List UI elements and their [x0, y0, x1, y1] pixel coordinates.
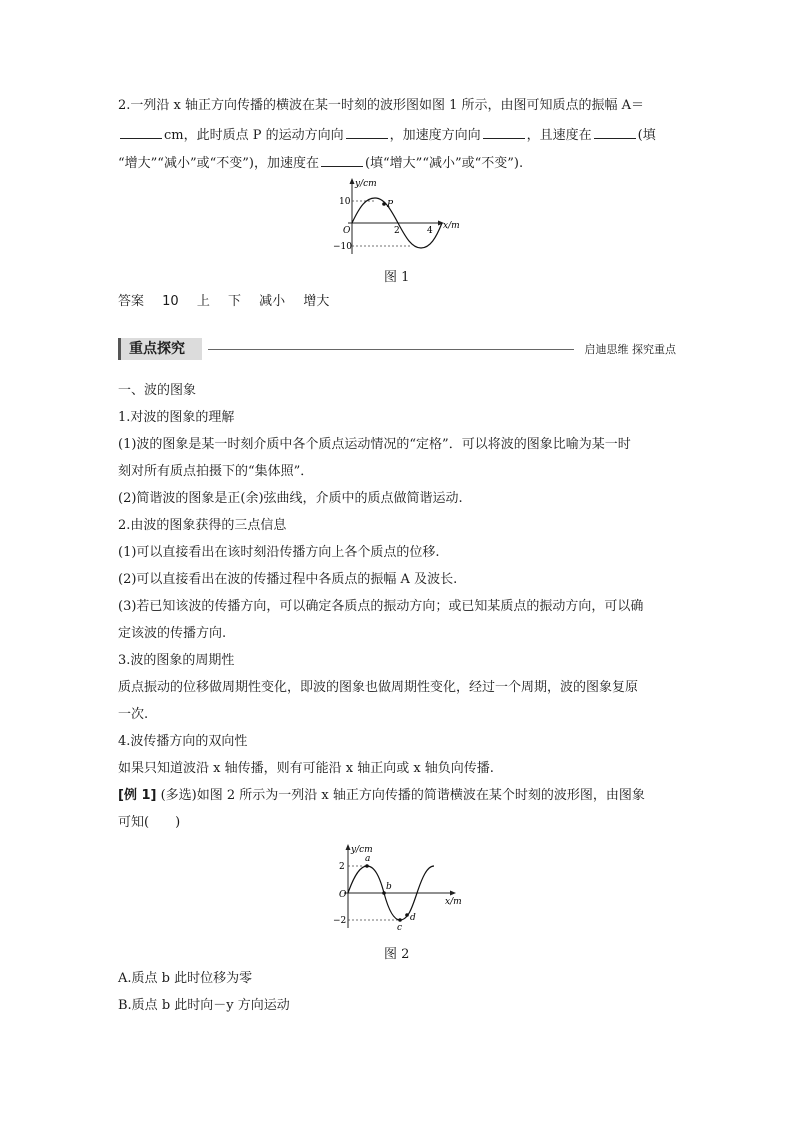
- answer-value: 上: [196, 294, 210, 309]
- subheading-3: 3.波的图象的周期性: [118, 653, 235, 668]
- subheading-4: 4.波传播方向的双向性: [118, 734, 248, 749]
- problem2-line1: 2.一列沿 x 轴正方向传播的横波在某一时刻的波形图如图 1 所示，由图可知质点的振幅 A＝: [118, 98, 645, 113]
- paragraph: 质点振动的位移做周期性变化，即波的图象也做周期性变化，经过一个周期，波的图象复原: [118, 680, 639, 695]
- paragraph: 定该波的传播方向.: [118, 626, 227, 641]
- origin-label: O: [343, 226, 351, 236]
- paragraph: 一次.: [118, 707, 149, 722]
- x-tick-4: 4: [427, 226, 433, 236]
- paragraph: (1)波的图象是某一时刻介质中各个质点运动情况的“定格”．可以将波的图象比喻为某一时: [118, 437, 631, 452]
- example-text: (多选)如图 2 所示为一列沿 x 轴正方向传播的简谐横波在某个时刻的波形图，由图象: [160, 788, 645, 803]
- answer-value: 下: [228, 294, 242, 309]
- problem2-line3: [118, 153, 523, 173]
- y-tick-top: 2: [339, 862, 345, 872]
- point-b-label: b: [386, 882, 392, 892]
- y-axis-arrow: [350, 178, 355, 184]
- point-d-label: d: [410, 913, 416, 923]
- x-axis-label: x/m: [443, 221, 460, 231]
- blank-amplitude[interactable]: [120, 125, 162, 139]
- point-d: [405, 913, 409, 917]
- section-subtitle: 启迪思维 探究重点: [584, 343, 676, 356]
- x-axis-arrow: [450, 891, 456, 896]
- point-a-label: a: [365, 854, 371, 864]
- problem2-line2: [118, 125, 656, 145]
- answer-value: 减小: [259, 294, 286, 309]
- blank-acceleration-change[interactable]: [321, 153, 363, 167]
- point-p-label: P: [387, 200, 394, 210]
- subheading-2: 2.由波的图象获得的三点信息: [118, 518, 287, 533]
- figure-2-caption: 图 2: [384, 947, 410, 962]
- option-a[interactable]: A.质点 b 此时位移为零: [118, 971, 253, 986]
- point-a: [365, 864, 369, 868]
- y-axis-label: y/cm: [351, 845, 373, 855]
- x-axis-label: x/m: [445, 897, 462, 907]
- section-header: [118, 338, 682, 360]
- x-tick-2: 2: [394, 226, 400, 236]
- text-segment: ，且速度在: [526, 128, 592, 143]
- example-label: [例 1]: [118, 788, 157, 803]
- paragraph: 可知( ): [118, 815, 181, 830]
- blank-motion-direction[interactable]: [346, 125, 388, 139]
- paragraph: (3)若已知该波的传播方向，可以确定各质点的振动方向；或已知某质点的振动方向，可以确: [118, 599, 644, 614]
- answer-value: 10: [162, 294, 179, 309]
- paragraph: 刻对所有质点拍摄下的“集体照”．: [118, 464, 314, 479]
- section-title: 重点探究: [118, 338, 202, 360]
- paragraph: (2)可以直接看出在波的传播过程中各质点的振幅 A 及波长.: [118, 572, 458, 587]
- text-segment: (填“增大”“减小”或“不变”).: [364, 156, 524, 171]
- origin-label: O: [339, 890, 347, 900]
- text-segment: (填: [637, 128, 656, 143]
- answer-value: 增大: [303, 294, 330, 309]
- y-axis-arrow: [346, 844, 351, 850]
- figure-1-wave-graph: [330, 176, 465, 258]
- blank-acceleration-direction[interactable]: [483, 125, 525, 139]
- point-c: [398, 918, 402, 922]
- paragraph: 如果只知道波沿 x 轴传播，则有可能沿 x 轴正向或 x 轴负向传播.: [118, 761, 494, 776]
- text-segment: ，加速度方向向: [389, 128, 481, 143]
- y-tick-bottom: −2: [333, 916, 347, 926]
- section-rule: [208, 349, 574, 350]
- paragraph: (2)简谐波的图象是正(余)弦曲线，介质中的质点做简谐运动.: [118, 491, 463, 506]
- paragraph: (1)可以直接看出在该时刻沿传播方向上各个质点的位移.: [118, 545, 440, 560]
- y-tick-bottom: −10: [333, 242, 352, 252]
- point-p: [382, 202, 386, 206]
- option-b[interactable]: B.质点 b 此时向－y 方向运动: [118, 998, 290, 1013]
- blank-speed-change[interactable]: [594, 125, 636, 139]
- subheading-1: 1.对波的图象的理解: [118, 410, 235, 425]
- heading-wave-graph: 一、波的图象: [118, 383, 197, 398]
- text-segment: “增大”“减小”或“不变”)，加速度在: [118, 156, 319, 171]
- answer-label: 答案: [118, 294, 145, 309]
- y-tick-top: 10: [339, 197, 351, 207]
- figure-2-wave-graph: [330, 842, 465, 932]
- y-axis-label: y/cm: [355, 179, 377, 189]
- figure-1-caption: 图 1: [384, 270, 410, 285]
- example-line: [118, 787, 645, 805]
- text-segment: cm，此时质点 P 的运动方向向: [164, 128, 344, 143]
- answer-line: [118, 293, 343, 311]
- point-c-label: c: [397, 923, 403, 932]
